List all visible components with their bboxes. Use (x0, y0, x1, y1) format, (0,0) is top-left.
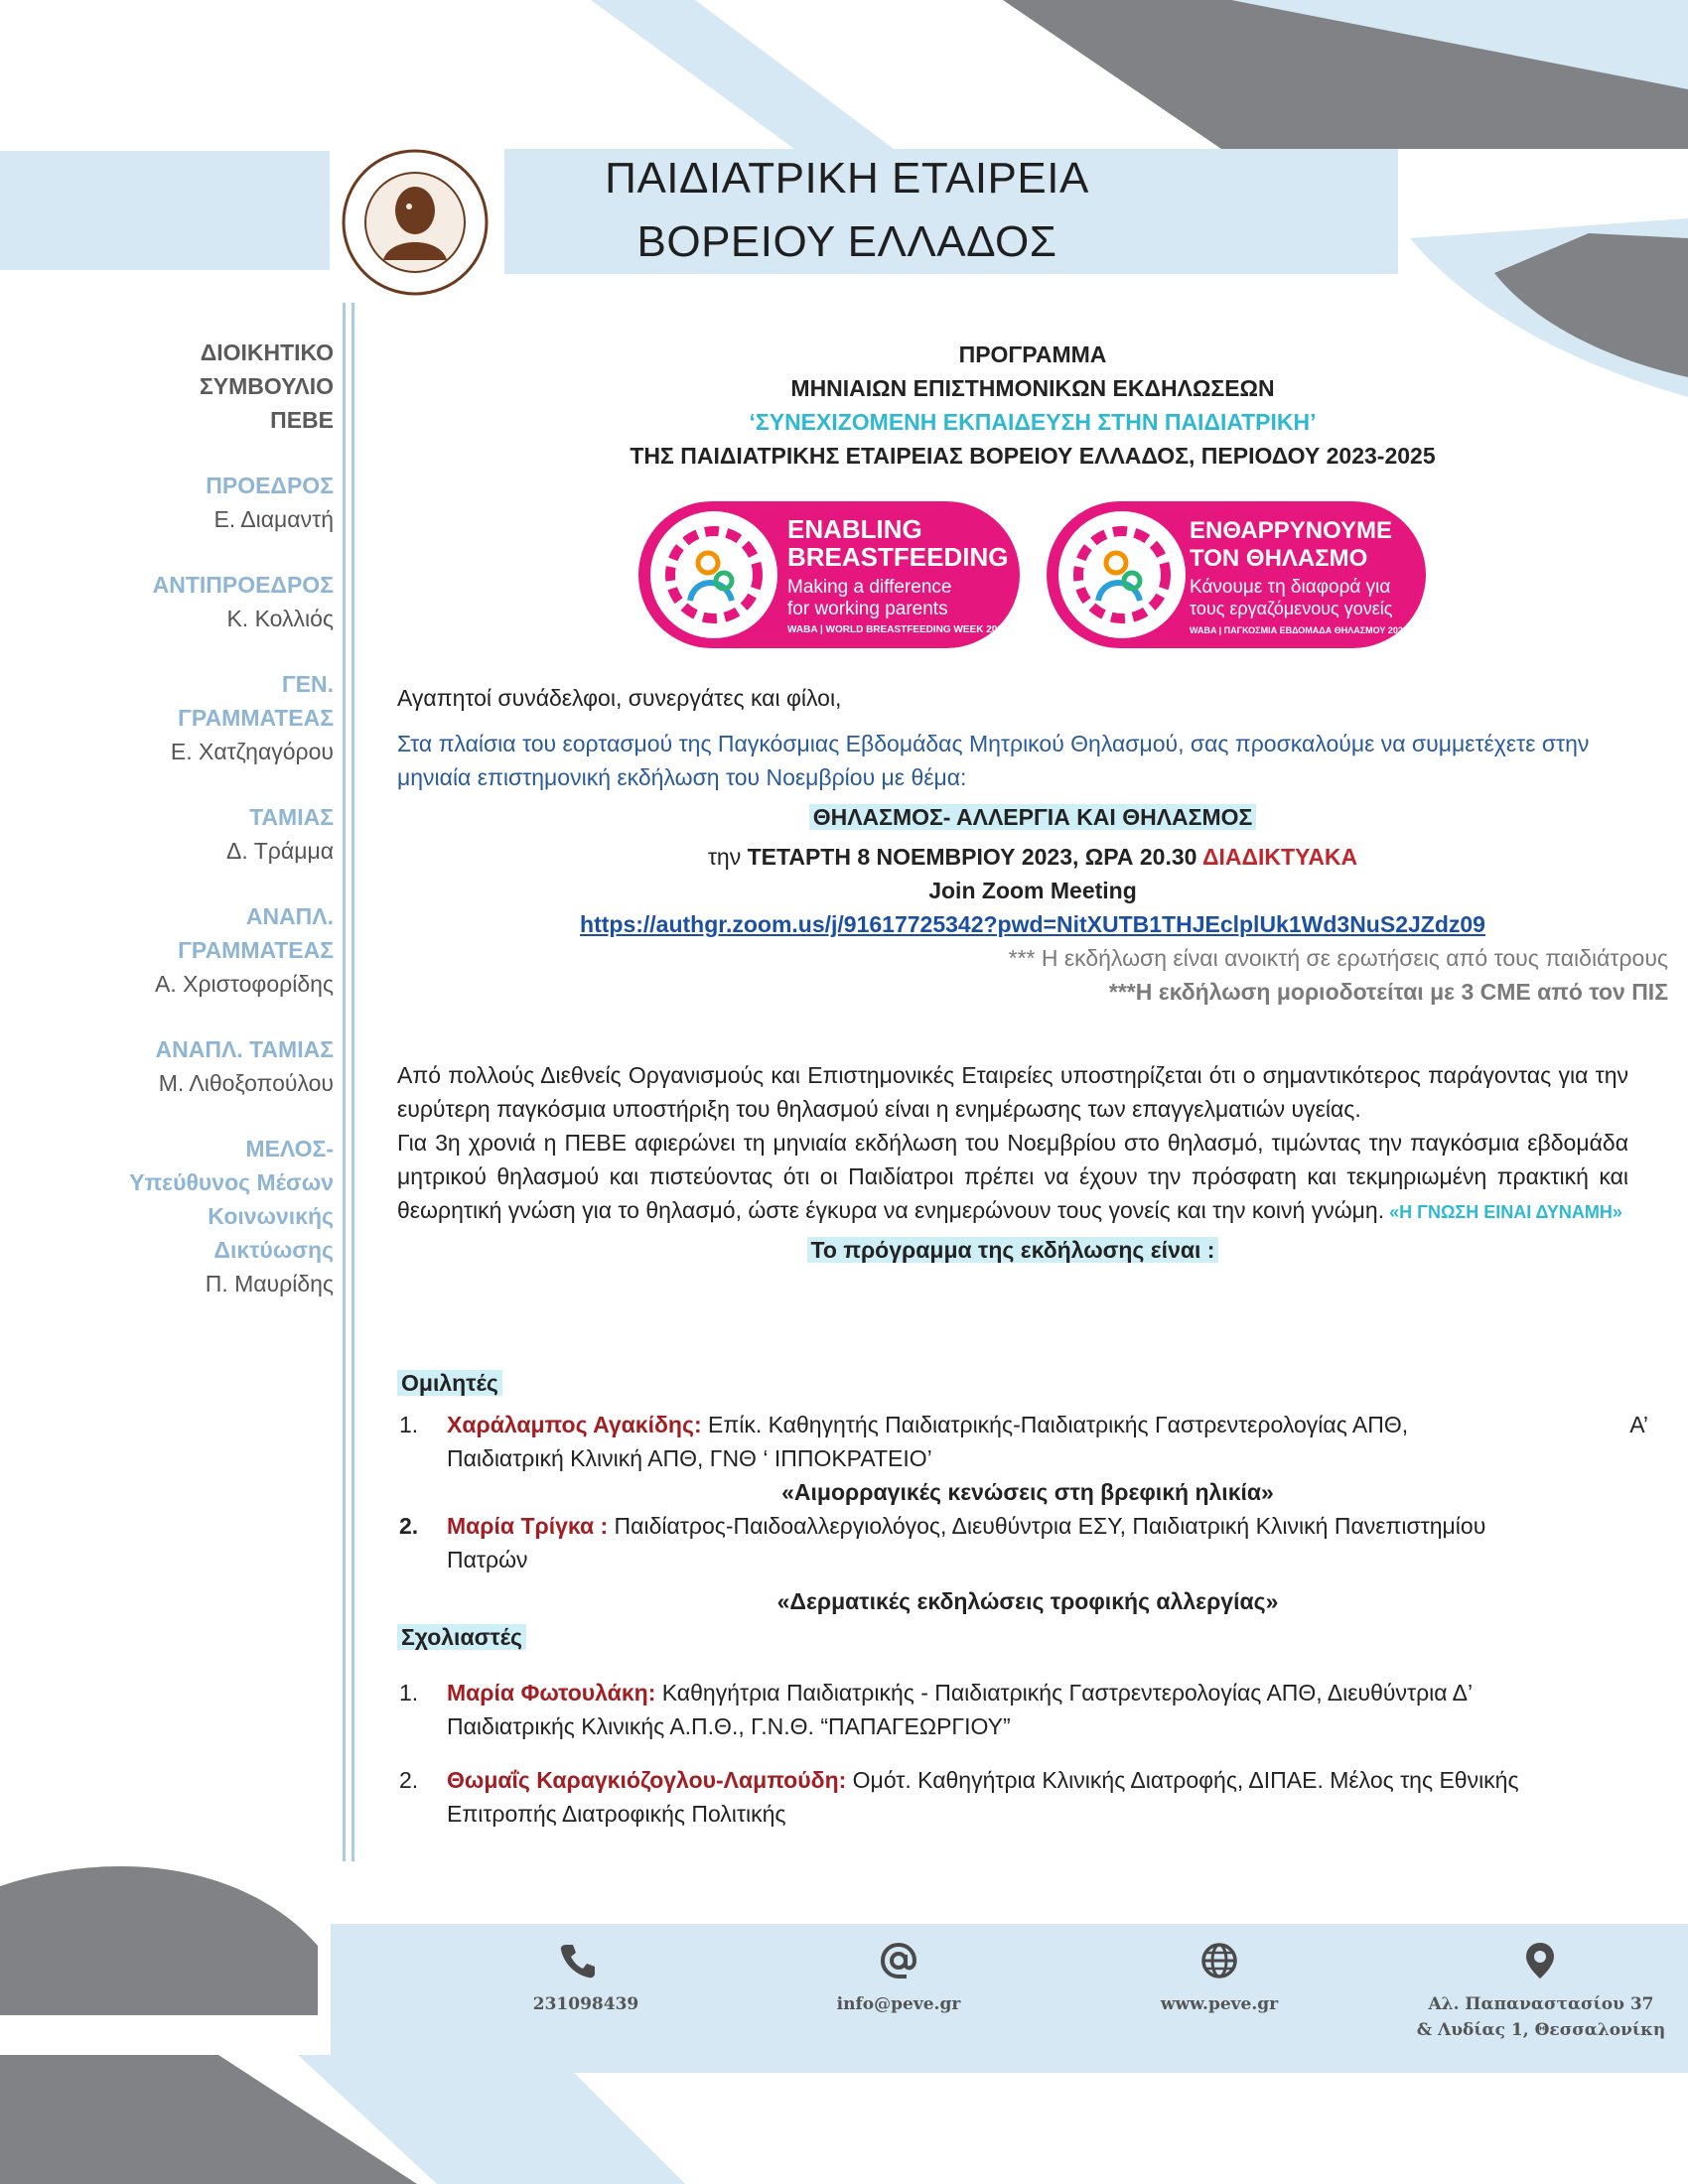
member-role: Υπεύθυνος Μέσων (129, 1169, 334, 1195)
zoom-label: Join Zoom Meeting (928, 878, 1137, 903)
member-role: ΑΝΤΙΠΡΟΕΔΡΟΣ (152, 572, 334, 598)
member-role: Κοινωνικής (208, 1203, 334, 1229)
program-subheading: Το πρόγραμμα της εκδήλωσης είναι : (807, 1237, 1219, 1263)
member-name: Ε. Διαμαντή (213, 506, 334, 532)
talk-title: «Δερματικές εκδηλώσεις τροφικής αλλεργίας» (776, 1588, 1279, 1614)
talk-title: «Αιμορραγικές κενώσεις στη βρεφική ηλικία» (781, 1479, 1274, 1505)
footer-phone: 231098439 (532, 1994, 639, 2014)
member-name: Δ. Τράμμα (226, 838, 334, 864)
member-name: Ε. Χατζηαγόρου (170, 739, 334, 764)
event-topic: ΘΗΛΑΣΜΟΣ- ΑΛΛΕΡΓΙΑ ΚΑΙ ΘΗΛΑΣΜΟΣ (809, 804, 1257, 830)
commentator-item: 2. Θωμαΐς Καραγκιόζογλου-Λαμπούδη: Ομότ. Καθηγήτρια Κλινικής Διατροφής, ΔΙΠΑΕ. Μέλος της Εθνικής Επιτροπής Διατροφικής Πολιτικής (399, 1767, 1519, 1827)
at-icon (879, 1941, 918, 1980)
speaker-desc: Επίκ. Καθηγητής Παιδιατρικής-Παιδιατρικής Γαστρεντερολογίας ΑΠΘ, (701, 1412, 1409, 1437)
breastfeeding-week-badge-gr: ΕΝΘΑΡΡΥΝΟΥΜΕ ΤΟΝ ΘΗΛΑΣΜΟ Κάνουμε τη διαφορά για τους εργαζόμενους γονείς WABA | ΠΑΓΚΟΣΜΙΑ ΕΒΔΟΜΑΔΑ ΘΗΛΑΣΜΟΥ 2023 (1047, 501, 1426, 648)
gear-parent-icon (1058, 511, 1186, 638)
gear-parent-icon (650, 511, 777, 638)
member-role: ΠΡΟΕΔΡΟΣ (206, 473, 334, 498)
member-role: ΤΑΜΙΑΣ (249, 804, 334, 830)
breastfeeding-week-badge-en: ENABLING BREASTFEEDING Making a difference for working parents WABA | WORLD BREASTFEEDING WEEK 2023 (638, 501, 1020, 648)
board-heading: ΔΙΟΙΚΗΤΙΚΟ ΣΥΜΒΟΥΛΙΟ ΠΕΒΕ (199, 340, 334, 433)
society-seal-logo (340, 149, 491, 296)
member-name: Π. Μαυρίδης (205, 1271, 334, 1297)
program-line3: ‘ΣΥΝΕΧΙΖΟΜΕΝΗ ΕΚΠΑΙΔΕΥΣΗ ΣΤΗΝ ΠΑΙΔΙΑΤΡΙΚΗ’ (749, 409, 1317, 435)
speaker-desc: Παιδίατρος-Παιδοαλλεργιολόγος, Διευθύντρια ΕΣΥ, Παιδιατρική Κλινική Πανεπιστημίου (608, 1513, 1486, 1539)
header-band-left (0, 151, 330, 270)
paragraph-2: Για 3η χρονιά η ΠΕΒΕ αφιερώνει τη μηνιαία εκδήλωση του Νοεμβρίου στο θηλασμό, τιμώντας την παγκόσμια εβδομάδα μητρικού θηλασμού και πιστεύοντας ότι οι Παιδίατροι πρέπει να έχουν την πρόσφατη και τεκμηριωμένη πρακτική και θεωρητική γνώση για το θηλασμό, ώστε έγκυρα να ενημερώνουν τους γονείς και την κοινή γνώμη. «Η ΓΝΩΣΗ ΕΙΝΑΙ ΔΥΝΑΜΗ» (397, 1130, 1628, 1223)
program-line4: ΤΗΣ ΠΑΙΔΙΑΤΡΙΚΗΣ ΕΤΑΙΡΕΙΑΣ ΒΟΡΕΙΟΥ ΕΛΛΑΔΟΣ, ΠΕΡΙΟΔΟΥ 2023-2025 (630, 443, 1436, 469)
board-member-deputy-secretary (79, 899, 334, 1001)
sidebar-divider (343, 303, 346, 1861)
board-member-social-media (79, 1132, 334, 1300)
member-role: ΑΝΑΠΛ. ΤΑΜΙΑΣ (155, 1036, 334, 1062)
member-role: Δικτύωσης (213, 1237, 334, 1263)
commentator-name: Θωμαΐς Καραγκιόζογλου-Λαμπούδη: (447, 1767, 847, 1793)
board-member-general-secretary (79, 667, 334, 768)
member-name: Α. Χριστοφορίδης (155, 971, 334, 997)
speaker-item: 2. Μαρία Τρίγκα : Παιδίατρος-Παιδοαλλεργιολόγος, Διευθύντρια ΕΣΥ, Παιδιατρική Κλινική Πανεπιστημίου Πατρών «Δερματικές εκδηλώσεις τροφικής αλλεργίας» (397, 1509, 1658, 1618)
board-member-vice-president (79, 568, 334, 635)
motto: «Η ΓΝΩΣΗ ΕΙΝΑΙ ΔΥΝΑΜΗ» (1384, 1202, 1622, 1222)
event-date: ΤΕΤΑΡΤΗ 8 ΝΟΕΜΒΡΙΟΥ 2023, ΩΡΑ 20.30 (747, 844, 1197, 870)
member-role: ΓΡΑΜΜΑΤΕΑΣ (178, 705, 334, 731)
member-role: ΓΕΝ. (281, 671, 334, 697)
greeting: Αγαπητοί συνάδελφοι, συνεργάτες και φίλοι, (397, 685, 842, 711)
event-date-line: την ΤΕΤΑΡΤΗ 8 ΝΟΕΜΒΡΙΟΥ 2023, ΩΡΑ 20.30 ΔΙΑΔΙΚΤΥΑΚΑ (707, 844, 1358, 870)
note-cme: ***Η εκδήλωση μοριοδοτείται με 3 CME από τον ΠΙΣ (1108, 979, 1668, 1005)
member-role: ΑΝΑΠΛ. (245, 903, 334, 929)
organization-title (504, 147, 1190, 274)
board-member-treasurer (79, 800, 334, 868)
member-name: Μ. Λιθοξοπούλου (158, 1070, 334, 1096)
commentator-item: 1. Μαρία Φωτουλάκη: Καθηγήτρια Παιδιατρικής - Παιδιατρικής Γαστρεντερολογίας ΑΠΘ, Διευθύντρια Δ’ Παιδιατρικής Κλινικής Α.Π.Θ., Γ.Ν.Θ. “ΠΑΠΑΓΕΩΡΓΙΟΥ” (399, 1680, 1474, 1739)
speakers-heading: Ομιλητές (397, 1370, 502, 1396)
speaker-name: Χαράλαμπος Αγακίδης: (447, 1412, 702, 1437)
board-sidebar (79, 336, 334, 1300)
member-name: Κ. Κολλιός (226, 606, 334, 631)
location-pin-icon (1520, 1941, 1560, 1980)
speaker-name: Μαρία Τρίγκα : (447, 1513, 609, 1539)
commentators-heading: Σχολιαστές (397, 1624, 526, 1650)
commentator-name: Μαρία Φωτουλάκη: (447, 1680, 656, 1706)
note-questions: *** Η εκδήλωση είναι ανοικτή σε ερωτήσεις από τους παιδιάτρους (1008, 945, 1668, 971)
globe-icon (1199, 1941, 1239, 1980)
intro-text: Στα πλαίσια του εορτασμού της Παγκόσμιας Εβδομάδας Μητρικού Θηλασμού, σας προσκαλούμε να συμμετέχετε στην μηνιαία επιστημονική εκδήλωση του Νοεμβρίου με θέμα: (397, 731, 1590, 790)
org-title-line1: ΠΑΙΔΙΑΤΡΙΚΗ ΕΤΑΙΡΕΙΑ (605, 154, 1089, 203)
body-section (397, 1058, 1628, 1267)
zoom-link[interactable]: https://authgr.zoom.us/j/91617725342?pwd=NitXUTB1THJEclplUk1Wd3NuS2JZdz09 (580, 911, 1485, 937)
invitation-section (397, 681, 1668, 1009)
program-line1: ΠΡΟΓΡΑΜΜΑ (958, 341, 1107, 367)
speaker-item: 1. Χαράλαμπος Αγακίδης: Επίκ. Καθηγητής Παιδιατρικής-Παιδιατρικής Γαστρεντερολογίας ΑΠΘ, Α’ Παιδιατρική Κλινική ΑΠΘ, ΓΝΘ ‘ ΙΠΠΟΚΡΑΤΕΙΟ’ «Αιμορραγικές κενώσεις στη βρεφική ηλικία» (397, 1408, 1658, 1509)
speakers-section (397, 1366, 1658, 1618)
member-role: ΓΡΑΜΜΑΤΕΑΣ (178, 937, 334, 963)
event-online: ΔΙΑΔΙΚΤΥΑΚΑ (1196, 844, 1358, 870)
commentators-section (397, 1620, 1658, 1831)
program-heading (397, 338, 1668, 473)
board-member-president (79, 469, 334, 536)
org-title-line2: ΒΟΡΕΙΟΥ ΕΛΛΑΔΟΣ (636, 217, 1057, 266)
paragraph-1: Από πολλούς Διεθνείς Οργανισμούς και Επιστημονικές Εταιρείες υποστηρίζεται ότι ο σημαντικότερος παράγοντας για την ευρύτερη παγκόσμια υποστήριξη του θηλασμού είναι η ενημέρωσης των επαγγελματιών υγείας. (397, 1062, 1628, 1122)
phone-icon (558, 1941, 598, 1980)
member-role: ΜΕΛΟΣ- (245, 1136, 334, 1161)
footer-email[interactable]: info@peve.gr (836, 1994, 961, 2014)
sidebar-divider-2 (352, 303, 354, 1861)
footer-web[interactable]: www.peve.gr (1160, 1994, 1279, 2014)
program-line2: ΜΗΝΙΑΙΩΝ ΕΠΙΣΤΗΜΟΝΙΚΩΝ ΕΚΔΗΛΩΣΕΩΝ (790, 375, 1275, 401)
board-member-deputy-treasurer (79, 1032, 334, 1100)
footer-address: Αλ. Παπαναστασίου 37 & Λυδίας 1, Θεσσαλονίκη (1416, 1994, 1666, 2040)
